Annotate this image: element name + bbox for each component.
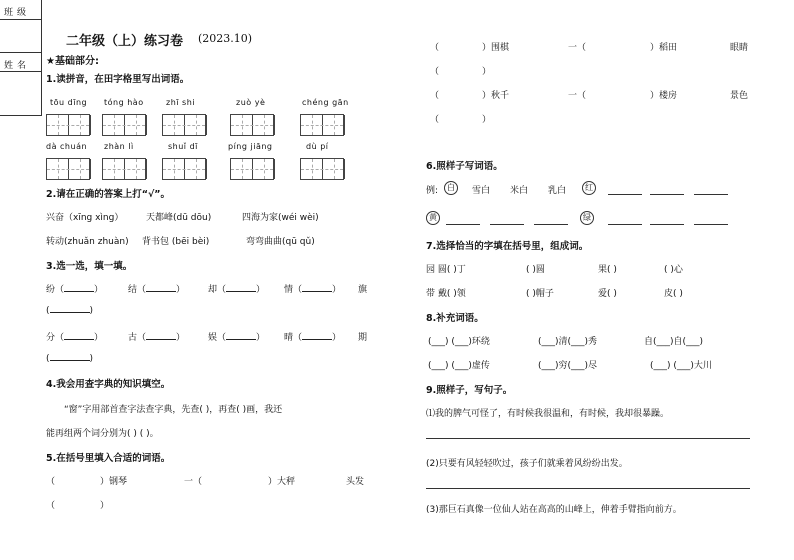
writing-grid[interactable] bbox=[300, 114, 344, 136]
q5-word: ）秋千 bbox=[482, 91, 510, 101]
q5-paren[interactable]: （ bbox=[430, 91, 440, 101]
q5-word: 头发 bbox=[346, 477, 365, 487]
answer-line[interactable] bbox=[426, 488, 750, 489]
q3-item[interactable]: 结（ ） bbox=[128, 285, 186, 295]
q5-word: ）大秤 bbox=[268, 477, 296, 487]
pinyin-10: dù pí bbox=[306, 142, 329, 151]
q8-item[interactable]: (___)穷(___)尽 bbox=[538, 361, 598, 371]
q2-item[interactable]: 天都峰(dū dōu) bbox=[146, 213, 212, 223]
q3-blank[interactable]: ( ) bbox=[46, 354, 94, 364]
q6-title: 6.照样子写词语。 bbox=[426, 161, 503, 172]
writing-grid[interactable] bbox=[102, 158, 146, 180]
q5-paren[interactable]: （ bbox=[430, 43, 440, 53]
q7-item[interactable]: 果( ) bbox=[598, 265, 617, 275]
q5-paren[interactable]: （ bbox=[46, 501, 56, 511]
q3-item[interactable]: 娱（ ） bbox=[208, 333, 266, 343]
writing-grid[interactable] bbox=[46, 158, 90, 180]
answer-blank[interactable] bbox=[694, 224, 728, 225]
q9-title: 9.照样子，写句子。 bbox=[426, 385, 513, 396]
q7-item[interactable]: 皮( ) bbox=[664, 289, 683, 299]
q3-item[interactable]: 古（ ） bbox=[128, 333, 186, 343]
q7-item[interactable]: ( )帽子 bbox=[526, 289, 554, 299]
q3-item[interactable]: 晴（ ） bbox=[284, 333, 342, 343]
q2-item[interactable]: 四海为家(wéi wèi) bbox=[242, 213, 319, 223]
q8-item[interactable]: (___)清(___)秀 bbox=[538, 337, 598, 347]
writing-grid[interactable] bbox=[300, 158, 344, 180]
q5-paren: ） bbox=[100, 501, 110, 511]
q5-paren[interactable]: 一（ bbox=[568, 43, 587, 53]
writing-grid[interactable] bbox=[230, 114, 274, 136]
q3-char: 晴（ bbox=[284, 333, 303, 343]
q5-word: ）楼房 bbox=[650, 91, 678, 101]
answer-blank[interactable] bbox=[650, 194, 684, 195]
q5-title: 5.在括号里填入合适的词语。 bbox=[46, 453, 171, 464]
q4-text[interactable]: “窗”字用部首查字法查字典，先查( )，再查( )画，我还 bbox=[64, 405, 283, 415]
pinyin-4: zuò yè bbox=[236, 98, 266, 107]
q5-paren: ） bbox=[482, 67, 492, 77]
class-row bbox=[0, 0, 41, 20]
q2-title: 2.请在正确的答案上打“√”。 bbox=[46, 189, 171, 200]
q5-paren: ） bbox=[482, 115, 492, 125]
answer-blank[interactable] bbox=[694, 194, 728, 195]
q3-item[interactable]: 分（ ） bbox=[46, 333, 104, 343]
answer-blank[interactable] bbox=[608, 224, 642, 225]
q2-item[interactable]: 背书包 (bēi bèi) bbox=[142, 237, 210, 247]
answer-blank[interactable] bbox=[490, 224, 524, 225]
writing-grid[interactable] bbox=[162, 158, 206, 180]
q4-title: 4.我会用查字典的知识填空。 bbox=[46, 379, 171, 390]
q3-char: 期 bbox=[358, 333, 368, 343]
name-row bbox=[0, 52, 41, 72]
writing-grid[interactable] bbox=[46, 114, 90, 136]
pinyin-3: zhī shi bbox=[166, 98, 195, 107]
pinyin-6: dà chuán bbox=[46, 142, 88, 151]
page-date: (2023.10) bbox=[198, 32, 253, 45]
example-char-circle: 白 bbox=[444, 181, 458, 195]
q3-char: 却（ bbox=[208, 285, 227, 295]
q5-paren[interactable]: （ bbox=[430, 115, 440, 125]
q5-word: ）围棋 bbox=[482, 43, 510, 53]
q7-item[interactable]: 园 圆( )丁 bbox=[426, 265, 466, 275]
q5-word: 景色 bbox=[730, 91, 749, 101]
q2-item[interactable]: 转动(zhuǎn zhuàn) bbox=[46, 237, 129, 247]
pinyin-9: píng jiāng bbox=[228, 142, 273, 151]
example-word: 雪白 bbox=[472, 186, 491, 196]
color-char-circle: 红 bbox=[582, 181, 596, 195]
q1-title: 1.读拼音，在田字格里写出词语。 bbox=[46, 74, 190, 85]
q3-char: 结（ bbox=[128, 285, 147, 295]
q9-sentence: (2)只要有风轻轻吹过，孩子们就乘着风纷纷出发。 bbox=[426, 459, 628, 469]
pinyin-7: zhàn lì bbox=[104, 142, 134, 151]
q5-paren[interactable]: 一（ bbox=[568, 91, 587, 101]
answer-line[interactable] bbox=[426, 438, 750, 439]
q5-paren[interactable]: （ bbox=[430, 67, 440, 77]
pinyin-2: tóng hào bbox=[104, 98, 144, 107]
q4-text[interactable]: 能再组两个词分别为( ) ( )。 bbox=[46, 429, 159, 439]
q3-char: 分（ bbox=[46, 333, 65, 343]
answer-blank[interactable] bbox=[650, 224, 684, 225]
color-char-circle: 绿 bbox=[580, 211, 594, 225]
q8-title: 8.补充词语。 bbox=[426, 313, 484, 324]
q5-paren[interactable]: 一（ bbox=[184, 477, 203, 487]
q3-char: 纷（ bbox=[46, 285, 65, 295]
answer-blank[interactable] bbox=[534, 224, 568, 225]
color-char-circle: 黄 bbox=[426, 211, 440, 225]
q7-item[interactable]: ( )圆 bbox=[526, 265, 545, 275]
writing-grid[interactable] bbox=[230, 158, 274, 180]
q2-item[interactable]: 兴奋（xīng xìng） bbox=[46, 213, 124, 223]
q3-blank[interactable]: ( ) bbox=[46, 306, 94, 316]
pinyin-1: tōu dīng bbox=[50, 98, 88, 107]
q2-item[interactable]: 弯弯曲曲(qū qǔ) bbox=[246, 237, 315, 247]
q5-word: ）钢琴 bbox=[100, 477, 128, 487]
q8-item[interactable]: 自(___)自(___) bbox=[644, 337, 704, 347]
q7-item[interactable]: ( )心 bbox=[664, 265, 683, 275]
q3-item[interactable]: 纷（ ） bbox=[46, 285, 104, 295]
q5-word: 眼睛 bbox=[730, 43, 749, 53]
q7-title: 7.选择恰当的字填在括号里，组成词。 bbox=[426, 241, 589, 252]
student-info-box bbox=[0, 0, 42, 116]
q3-char: 娱（ bbox=[208, 333, 227, 343]
q3-char: 情（ bbox=[284, 285, 303, 295]
page-title: 二年级（上）练习卷 bbox=[66, 34, 184, 49]
answer-blank[interactable] bbox=[446, 224, 480, 225]
q3-char: 古（ bbox=[128, 333, 147, 343]
q9-sentence: ⑴我的脾气可怪了，有时候我很温和，有时候，我却很暴躁。 bbox=[426, 409, 670, 419]
section-basics: ★基础部分: bbox=[46, 56, 99, 67]
q8-item[interactable]: (___) (___)大川 bbox=[650, 361, 712, 371]
q3-title: 3.选一选，填一填。 bbox=[46, 261, 133, 272]
pinyin-5: chéng gān bbox=[302, 98, 349, 107]
q5-paren[interactable]: （ bbox=[46, 477, 56, 487]
pinyin-8: shuǐ dī bbox=[168, 142, 198, 151]
writing-grid[interactable] bbox=[162, 114, 206, 136]
q3-item[interactable]: 情（ ） bbox=[284, 285, 342, 295]
q3-char: 旗 bbox=[358, 285, 368, 295]
name-label: 姓名 bbox=[4, 61, 31, 71]
q7-item[interactable]: 爱( ) bbox=[598, 289, 617, 299]
q8-item[interactable]: (___) (___)环绕 bbox=[428, 337, 490, 347]
q3-item[interactable]: 却（ ） bbox=[208, 285, 266, 295]
q7-item[interactable]: 带 戴( )领 bbox=[426, 289, 466, 299]
answer-blank[interactable] bbox=[608, 194, 642, 195]
q8-item[interactable]: (___) (___)虚传 bbox=[428, 361, 490, 371]
writing-grid[interactable] bbox=[102, 114, 146, 136]
class-label: 班级 bbox=[4, 8, 31, 18]
q9-sentence: (3)那巨石真像一位仙人站在高高的山峰上，伸着手臂指向前方。 bbox=[426, 505, 682, 515]
example-word: 米白 bbox=[510, 186, 529, 196]
q5-word: ）稻田 bbox=[650, 43, 678, 53]
example-word: 乳白 bbox=[548, 186, 567, 196]
example-label: 例: bbox=[426, 186, 439, 196]
